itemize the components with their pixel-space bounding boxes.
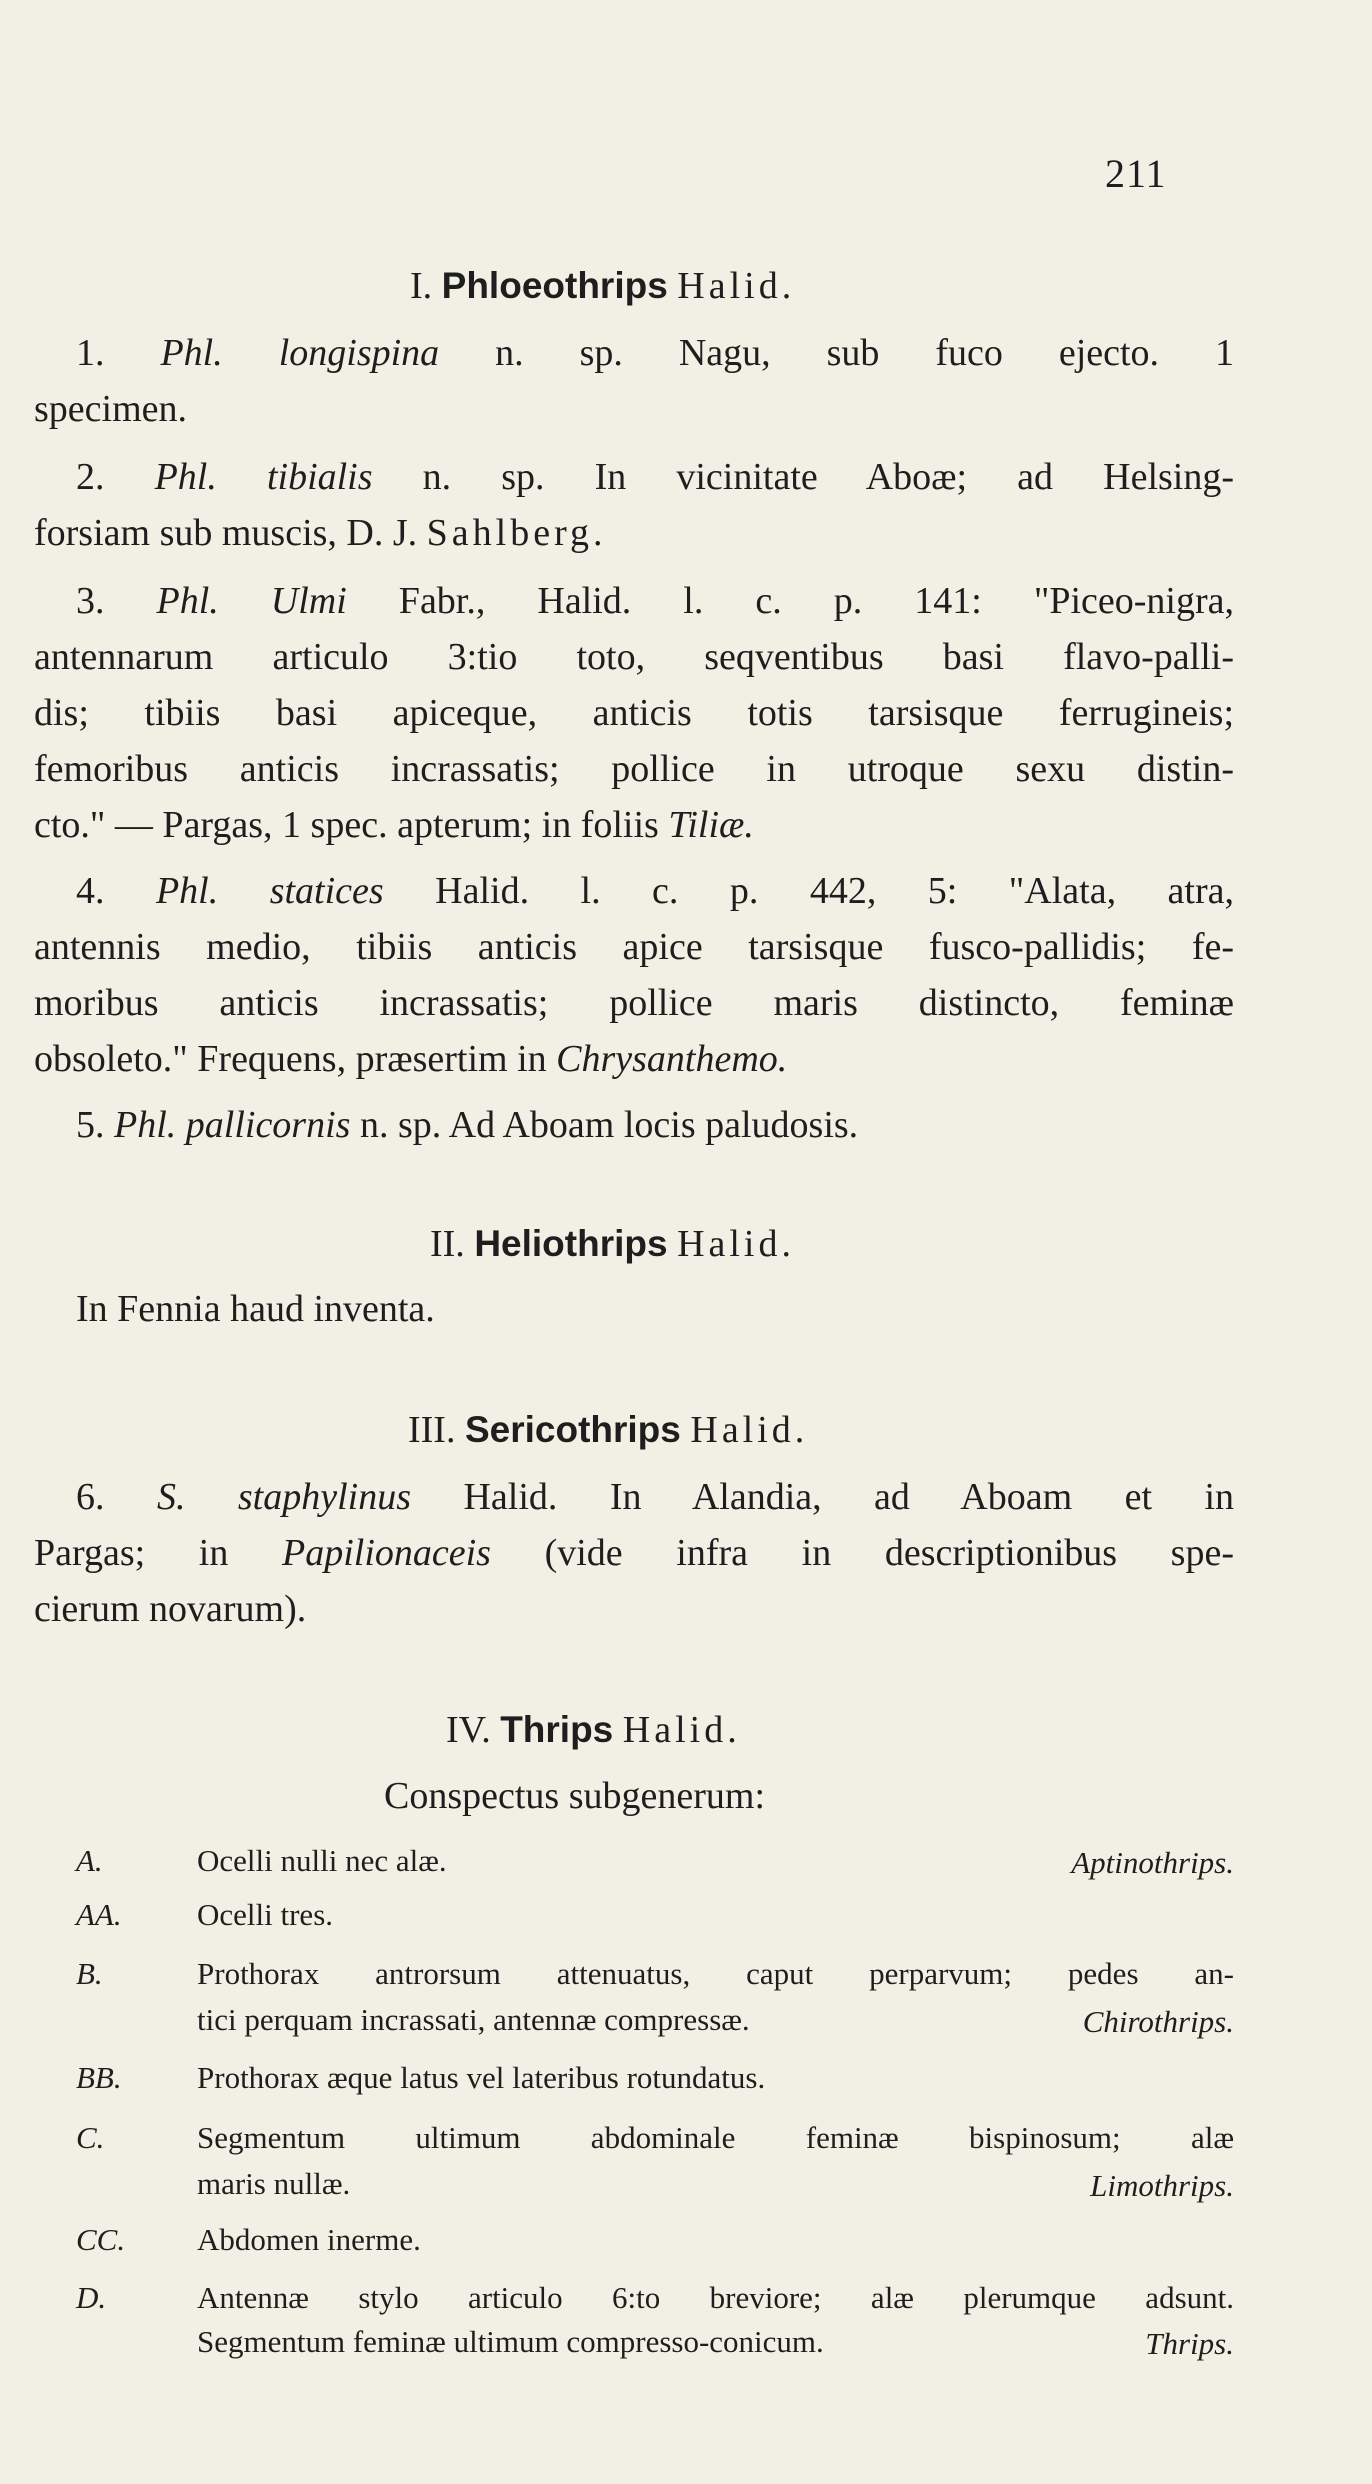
paragraph-line: forsiam sub muscis, D. J. Sahlberg.	[34, 512, 607, 554]
author-name: Halid.	[622, 1709, 741, 1751]
page-number: 211	[1105, 151, 1167, 196]
author-name: Halid.	[677, 265, 796, 307]
subheading: Conspectus subgenerum:	[384, 1775, 766, 1817]
genus-name: Sericothrips	[464, 1409, 681, 1450]
paragraph-line: 3. Phl. Ulmi Fabr., Halid. l. c. p. 141: "Piceo-nigra,	[76, 580, 1234, 622]
key-text: Prothorax æque latus vel lateribus rotundatus.	[197, 2060, 766, 2095]
paragraph-line: femoribus anticis incrassatis; pollice in utroque sexu distin-	[34, 748, 1234, 790]
paragraph-line: obsoleto." Frequens, præsertim in Chrysanthemo.	[34, 1038, 788, 1080]
paragraph-line: 2. Phl. tibialis n. sp. In vicinitate Aboæ; ad Helsing-	[76, 456, 1235, 498]
key-text: Ocelli nulli nec alæ.	[197, 1843, 447, 1878]
paragraph-line: antennarum articulo 3:tio toto, seqventibus basi flavo-palli-	[34, 636, 1234, 678]
section-heading-4: IV. Thrips Halid.	[446, 1709, 741, 1751]
key-text: tici perquam incrassati, antennæ compressæ.	[197, 2002, 750, 2037]
paragraph-line: 4. Phl. statices Halid. l. c. p. 442, 5: "Alata, atra,	[76, 870, 1235, 912]
key-text: Antennæ stylo articulo 6:to breviore; alæ plerumque adsunt.	[197, 2280, 1234, 2315]
key-text: Segmentum ultimum abdominale feminæ bispinosum; alæ	[197, 2120, 1234, 2155]
key-label: B.	[76, 1956, 103, 1991]
genus-name: Thrips	[500, 1709, 614, 1750]
key-text: maris nullæ.	[197, 2166, 351, 2201]
key-text: Abdomen inerme.	[197, 2222, 421, 2257]
paragraph-line: Pargas; in Papilionaceis (vide infra in descriptionibus spe-	[34, 1532, 1234, 1574]
paragraph-line: 1. Phl. longispina n. sp. Nagu, sub fuco ejecto. 1	[76, 332, 1235, 374]
key-label: BB.	[76, 2060, 122, 2095]
paragraph-line: In Fennia haud inventa.	[76, 1288, 435, 1330]
key-label: AA.	[76, 1897, 122, 1932]
section-heading-1: I. Phloeothrips Halid.	[410, 265, 796, 307]
key-result: Limothrips.	[1090, 2168, 1234, 2203]
key-result: Aptinothrips.	[1071, 1845, 1234, 1880]
key-result: Chirothrips.	[1082, 2004, 1234, 2039]
author-name: Halid.	[677, 1223, 795, 1265]
paragraph-line: specimen.	[34, 388, 188, 430]
paragraph-line: moribus anticis incrassatis; pollice maris distincto, feminæ	[34, 982, 1234, 1024]
key-label: A.	[76, 1843, 103, 1878]
paragraph-line: dis; tibiis basi apiceque, anticis totis tarsisque ferrugineis;	[34, 692, 1234, 734]
genus-name: Heliothrips	[474, 1223, 668, 1264]
key-label: D.	[76, 2280, 107, 2315]
paragraph-line: cierum novarum).	[34, 1588, 307, 1630]
section-heading-3: III. Sericothrips Halid.	[408, 1409, 809, 1451]
paragraph-line: 6. S. staphylinus Halid. In Alandia, ad Aboam et in	[76, 1476, 1235, 1518]
key-result: Thrips.	[1145, 2326, 1234, 2361]
key-text: Ocelli tres.	[197, 1897, 334, 1932]
paragraph-line: 5. Phl. pallicornis n. sp. Ad Aboam locis paludosis.	[76, 1104, 859, 1146]
section-heading-2: II. Heliothrips Halid.	[430, 1223, 795, 1265]
author-name: Halid.	[690, 1409, 809, 1451]
paragraph-line: cto." — Pargas, 1 spec. apterum; in foliis Tiliæ.	[34, 804, 754, 846]
key-label: CC.	[76, 2222, 126, 2257]
key-text: Segmentum feminæ ultimum compresso-conicum.	[197, 2324, 824, 2359]
key-label: C.	[76, 2120, 105, 2155]
paragraph-line: antennis medio, tibiis anticis apice tarsisque fusco-pallidis; fe-	[34, 926, 1234, 968]
genus-name: Phloeothrips	[441, 265, 668, 306]
key-text: Prothorax antrorsum attenuatus, caput perparvum; pedes an-	[197, 1956, 1234, 1991]
